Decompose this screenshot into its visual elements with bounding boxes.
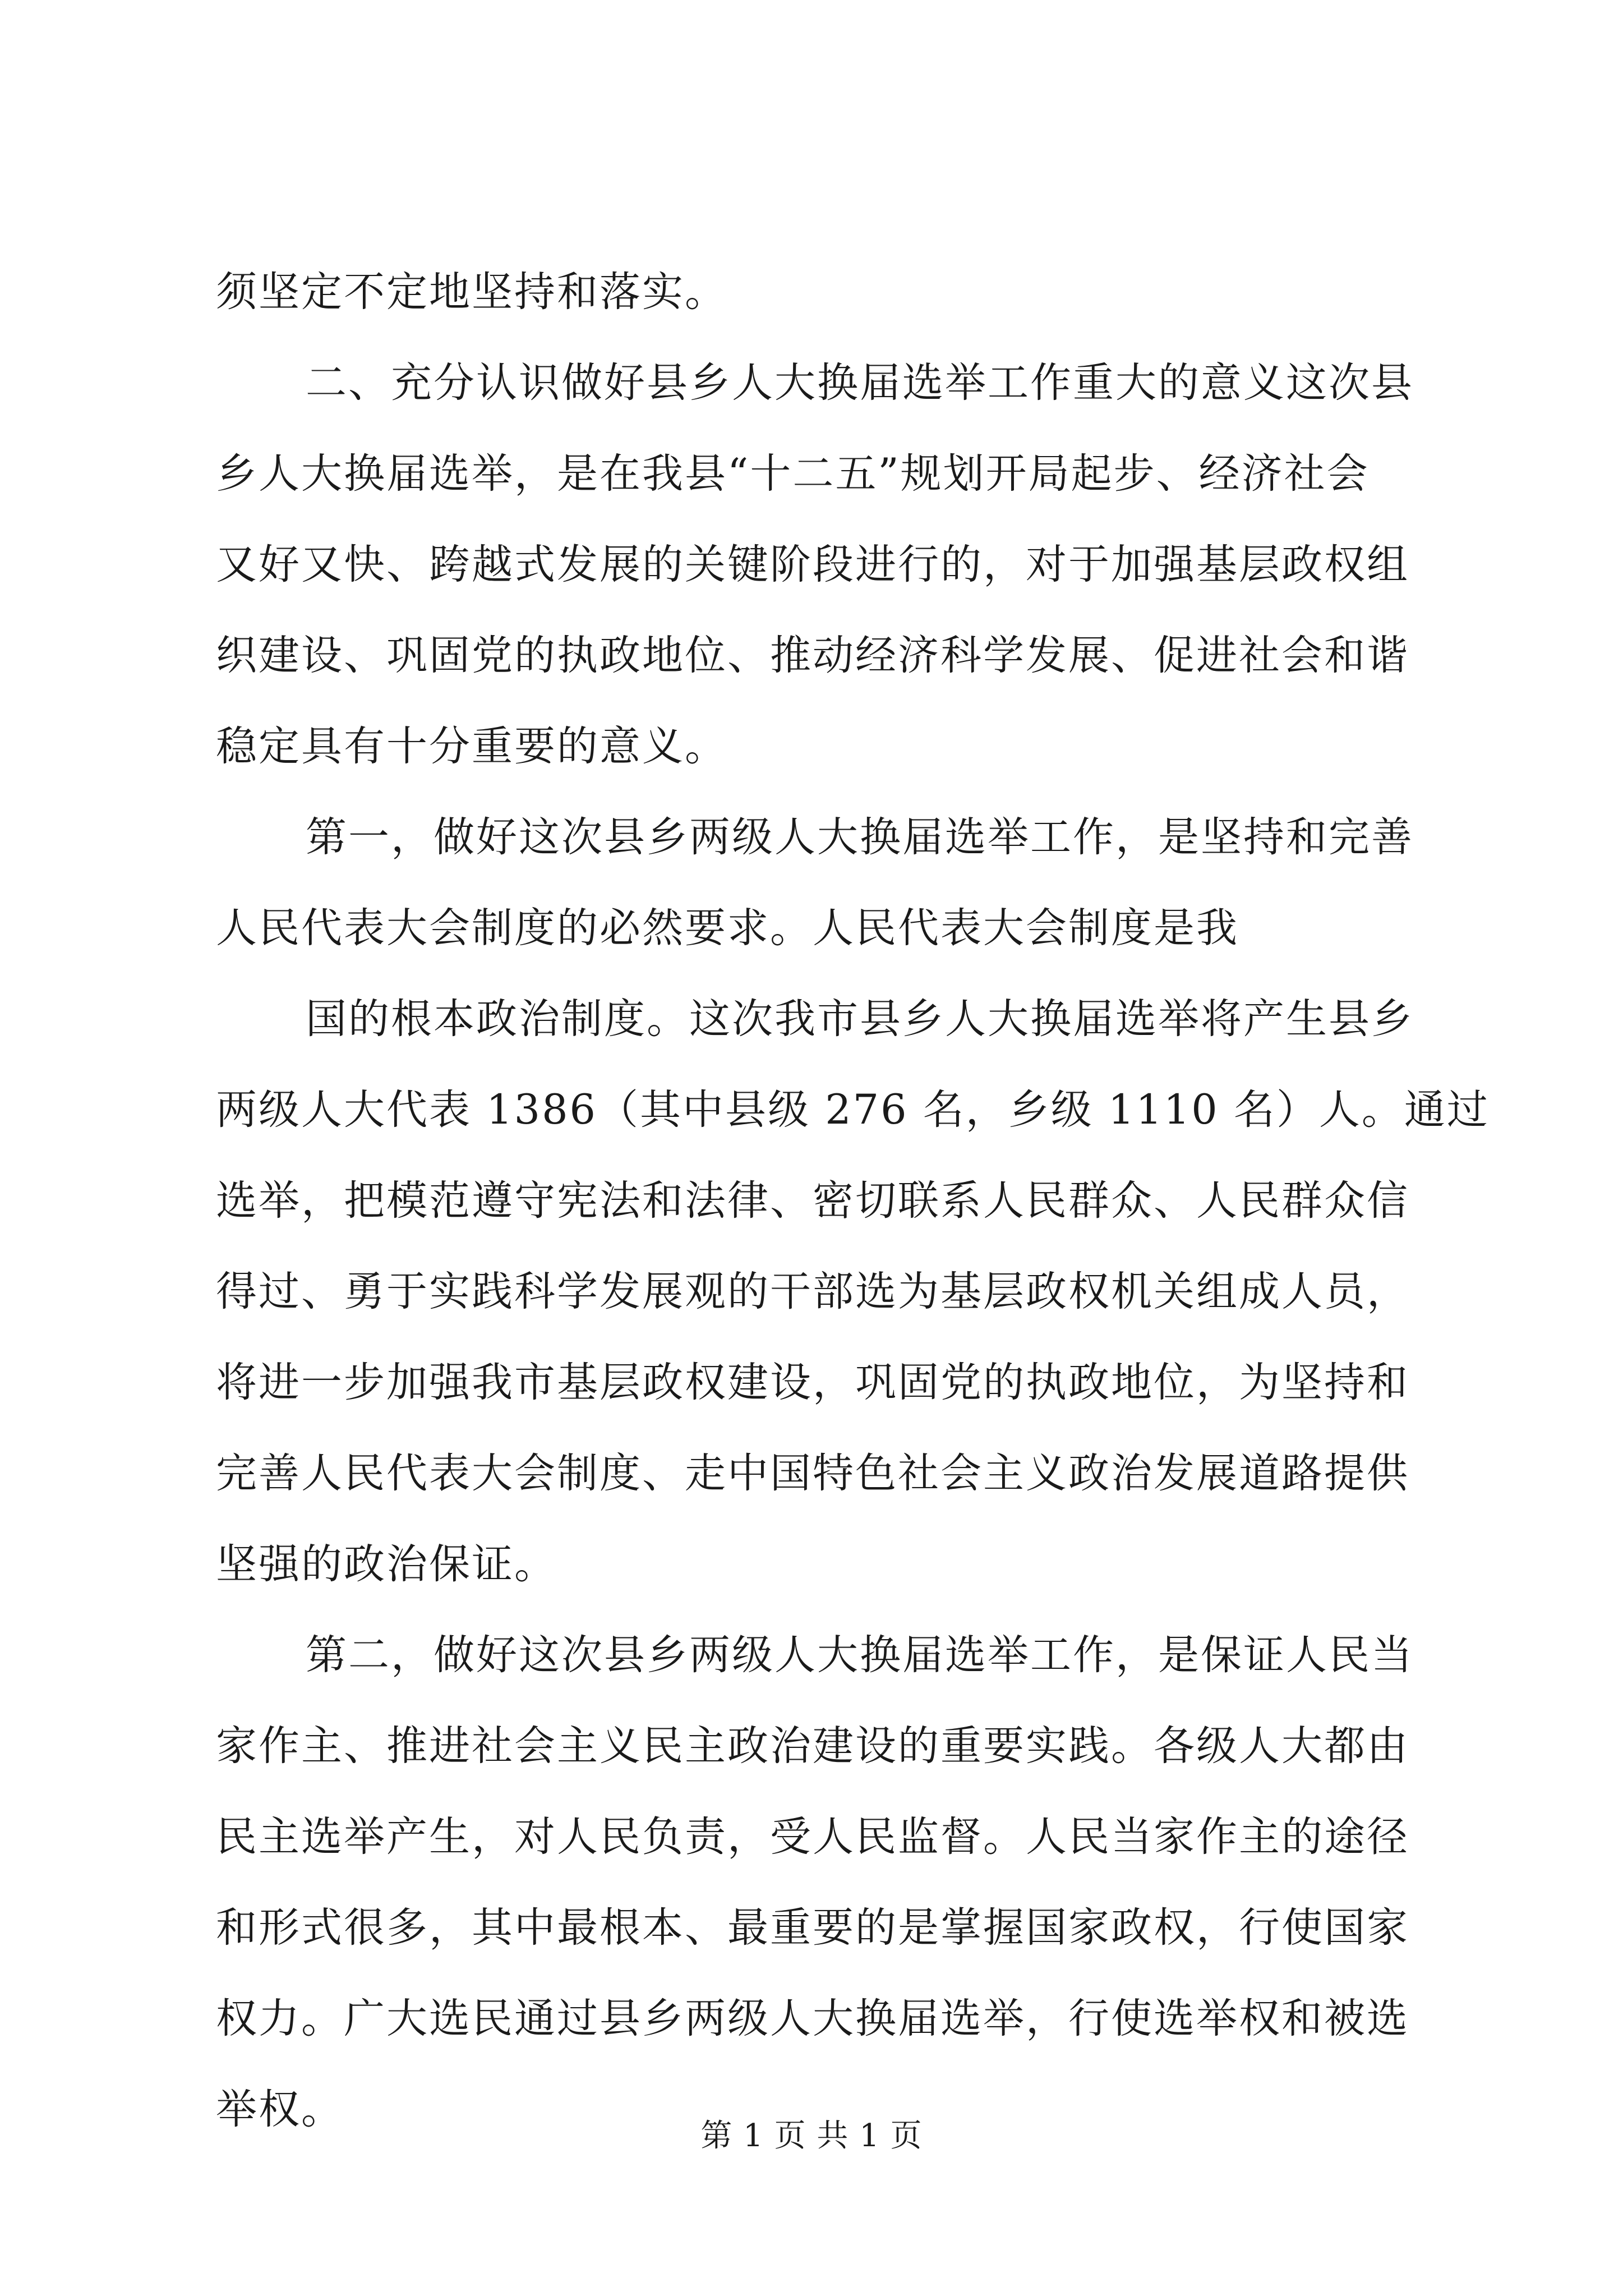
text-line: 第二，做好这次县乡两级人大换届选举工作，是保证人民当 xyxy=(306,1631,1414,1679)
text-line: 须坚定不定地坚持和落实。 xyxy=(216,268,727,316)
text-line: 民主选举产生，对人民负责，受人民监督。人民当家作主的途径 xyxy=(216,1813,1409,1861)
text-line: 又好又快、跨越式发展的关键阶段进行的，对于加强基层政权组 xyxy=(216,541,1409,588)
text-line: 稳定具有十分重要的意义。 xyxy=(216,723,727,770)
text-line: 第一，做好这次县乡两级人大换届选举工作，是坚持和完善 xyxy=(306,813,1414,861)
text-line: 两级人大代表 1386（其中县级 276 名，乡级 1110 名）人。通过 xyxy=(216,1086,1490,1134)
text-line: 织建设、巩固党的执政地位、推动经济科学发展、促进社会和谐 xyxy=(216,632,1409,679)
text-line: 家作主、推进社会主义民主政治建设的重要实践。各级人大都由 xyxy=(216,1722,1409,1770)
text-line: 乡人大换届选举，是在我县“十二五”规划开局起步、经济社会 xyxy=(216,450,1370,498)
text-line: 二、充分认识做好县乡人大换届选举工作重大的意义这次县 xyxy=(306,359,1414,407)
text-line: 将进一步加强我市基层政权建设，巩固党的执政地位，为坚持和 xyxy=(216,1359,1409,1406)
text-line: 和形式很多，其中最根本、最重要的是掌握国家政权，行使国家 xyxy=(216,1904,1409,1952)
text-line: 完善人民代表大会制度、走中国特色社会主义政治发展道路提供 xyxy=(216,1450,1409,1497)
page-footer xyxy=(0,2114,1623,2159)
text-line: 选举，把模范遵守宪法和法律、密切联系人民群众、人民群众信 xyxy=(216,1177,1409,1225)
text-line: 坚强的政治保证。 xyxy=(216,1540,557,1588)
text-line: 人民代表大会制度的必然要求。人民代表大会制度是我 xyxy=(216,904,1239,952)
text-line: 国的根本政治制度。这次我市县乡人大换届选举将产生县乡 xyxy=(306,995,1414,1043)
document-body xyxy=(216,247,1490,2155)
page-number-label: 第 1 页 共 1 页 xyxy=(700,2118,923,2154)
text-line: 权力。广大选民通过县乡两级人大换届选举，行使选举权和被选 xyxy=(216,1995,1409,2042)
text-line: 得过、勇于实践科学发展观的干部选为基层政权机关组成人员， xyxy=(216,1268,1409,1315)
text-line: 举权。 xyxy=(216,2086,344,2133)
